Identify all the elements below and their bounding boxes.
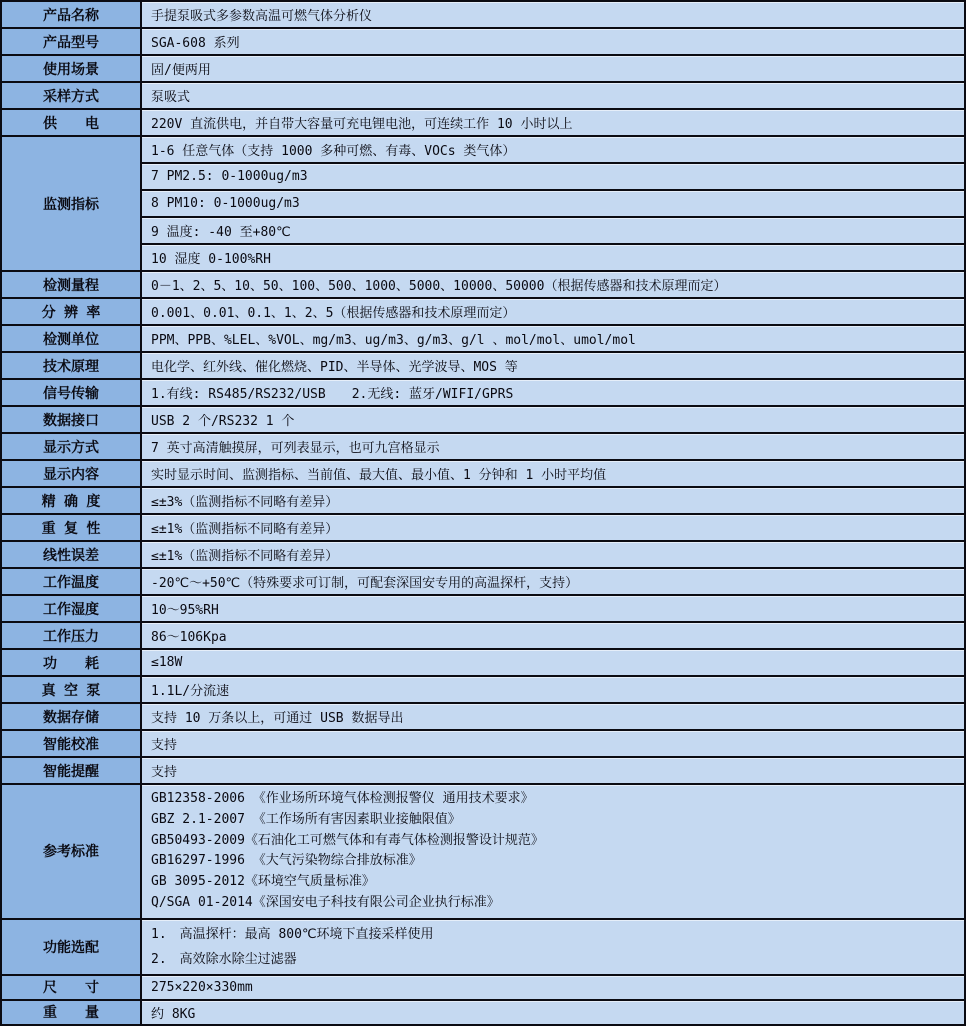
spec-label: 工作温度 [1, 568, 141, 595]
standard-line: GB16297-1996 《大气污染物综合排放标准》 [151, 853, 422, 869]
spec-value: 固/便两用 [141, 55, 965, 82]
row-weight [1, 1000, 965, 1025]
row-resolution [1, 298, 965, 325]
spec-label: 尺 寸 [1, 975, 141, 1000]
spec-value: 支持 10 万条以上，可通过 USB 数据导出 [141, 703, 965, 730]
spec-value: 约 8KG [141, 1000, 965, 1025]
row-accuracy [1, 487, 965, 514]
row-smart-calibration [1, 730, 965, 757]
row-monitoring-indicators-pm10 [1, 190, 965, 217]
row-monitoring-indicators-humidity [1, 244, 965, 271]
standard-line: Q/SGA 01-2014《深国安电子科技有限公司企业执行标准》 [151, 894, 500, 910]
spec-value: 7 英寸高清触摸屏，可列表显示，也可九宫格显示 [141, 433, 965, 460]
row-linearity-error [1, 541, 965, 568]
spec-label: 检测单位 [1, 325, 141, 352]
spec-label: 检测量程 [1, 271, 141, 298]
spec-value: PPM、PPB、%LEL、%VOL、mg/m3、ug/m3、g/m3、g/l 、mol/mol、umol/mol [141, 325, 965, 352]
row-data-storage [1, 703, 965, 730]
row-detection-range [1, 271, 965, 298]
spec-label: 数据接口 [1, 406, 141, 433]
spec-value: 实时显示时间、监测指标、当前值、最大值、最小值、1 分钟和 1 小时平均值 [141, 460, 965, 487]
row-data-interface [1, 406, 965, 433]
spec-value [141, 919, 965, 975]
spec-label: 真 空 泵 [1, 676, 141, 703]
spec-label: 重 量 [1, 1000, 141, 1025]
spec-value: 86～106Kpa [141, 622, 965, 649]
standard-line: GB12358-2006 《作业场所环境气体检测报警仪 通用技术要求》 [151, 791, 534, 806]
spec-value: 7 PM2.5: 0-1000ug/m3 [141, 163, 965, 190]
spec-label: 智能校准 [1, 730, 141, 757]
spec-label: 分 辨 率 [1, 298, 141, 325]
row-power-consumption [1, 649, 965, 676]
spec-value: ≤±1%（监测指标不同略有差异） [141, 514, 965, 541]
spec-label: 工作湿度 [1, 595, 141, 622]
spec-value: 0－1、2、5、10、50、100、500、1000、5000、10000、50000（根据传感器和技术原理而定） [141, 271, 965, 298]
spec-label: 工作压力 [1, 622, 141, 649]
row-technical-principle [1, 352, 965, 379]
row-reference-standards [1, 784, 965, 919]
row-repeatability [1, 514, 965, 541]
spec-label: 显示方式 [1, 433, 141, 460]
spec-value: 支持 [141, 730, 965, 757]
spec-label: 使用场景 [1, 55, 141, 82]
spec-value: 1.有线: RS485/RS232/USB 2.无线: 蓝牙/WIFI/GPRS [141, 379, 965, 406]
spec-label: 重 复 性 [1, 514, 141, 541]
row-sampling-method [1, 82, 965, 109]
row-display-mode [1, 433, 965, 460]
spec-value: 电化学、红外线、催化燃烧、PID、半导体、光学波导、MOS 等 [141, 352, 965, 379]
spec-label: 采样方式 [1, 82, 141, 109]
spec-value: 10～95%RH [141, 595, 965, 622]
row-working-humidity [1, 595, 965, 622]
spec-label: 精 确 度 [1, 487, 141, 514]
spec-value: 10 湿度 0-100%RH [141, 244, 965, 271]
row-usage-scene [1, 55, 965, 82]
row-dimensions [1, 975, 965, 1000]
spec-label: 显示内容 [1, 460, 141, 487]
row-monitoring-indicators-pm25 [1, 163, 965, 190]
spec-value: -20℃～+50℃（特殊要求可订制，可配套深国安专用的高温探杆，支持） [141, 568, 965, 595]
spec-label: 参考标准 [1, 784, 141, 919]
spec-value: 1-6 任意气体（支持 1000 多种可燃、有毒、VOCs 类气体） [141, 136, 965, 163]
spec-value: 9 温度: -40 至+80℃ [141, 217, 965, 244]
row-detection-unit [1, 325, 965, 352]
standard-line: GBZ 2.1-2007 《工作场所有害因素职业接触限值》 [151, 811, 461, 827]
row-smart-reminder [1, 757, 965, 784]
spec-value: 手提泵吸式多参数高温可燃气体分析仪 [141, 1, 965, 28]
spec-value: 支持 [141, 757, 965, 784]
spec-value: 0.001、0.01、0.1、1、2、5（根据传感器和技术原理而定） [141, 298, 965, 325]
spec-label: 智能提醒 [1, 757, 141, 784]
spec-label: 功 耗 [1, 649, 141, 676]
spec-label: 产品名称 [1, 1, 141, 28]
spec-label: 供 电 [1, 109, 141, 136]
row-model [1, 28, 965, 55]
row-product-name [1, 1, 965, 28]
spec-value: 220V 直流供电，并自带大容量可充电锂电池，可连续工作 10 小时以上 [141, 109, 965, 136]
row-power-supply [1, 109, 965, 136]
spec-label: 线性误差 [1, 541, 141, 568]
spec-label: 技术原理 [1, 352, 141, 379]
spec-value: 8 PM10: 0-1000ug/m3 [141, 190, 965, 217]
spec-value [141, 784, 965, 919]
row-vacuum-pump [1, 676, 965, 703]
spec-value: 275×220×330mm [141, 975, 965, 1000]
row-display-content [1, 460, 965, 487]
spec-label: 产品型号 [1, 28, 141, 55]
option-line: 1. 高温探杆：最高 800℃环境下直接采样使用 [151, 926, 434, 942]
spec-value: ≤±3%（监测指标不同略有差异） [141, 487, 965, 514]
row-monitoring-indicators-temperature [1, 217, 965, 244]
spec-label: 监测指标 [1, 136, 141, 271]
spec-label: 信号传输 [1, 379, 141, 406]
spec-value: ≤18W [141, 649, 965, 676]
row-monitoring-indicators [1, 136, 965, 163]
spec-value: ≤±1%（监测指标不同略有差异） [141, 541, 965, 568]
spec-value: 1.1L/分流速 [141, 676, 965, 703]
row-optional-features [1, 919, 965, 975]
spec-label: 数据存储 [1, 703, 141, 730]
option-line: 2. 高效除水除尘过滤器 [151, 951, 297, 967]
row-signal-transmission [1, 379, 965, 406]
row-working-pressure [1, 622, 965, 649]
standard-line: GB50493-2009《石油化工可燃气体和有毒气体检测报警设计规范》 [151, 832, 544, 848]
standard-line: GB 3095-2012《环境空气质量标准》 [151, 874, 375, 890]
spec-value: USB 2 个/RS232 1 个 [141, 406, 965, 433]
spec-value: 泵吸式 [141, 82, 965, 109]
spec-value: SGA-608 系列 [141, 28, 965, 55]
spec-label: 功能选配 [1, 919, 141, 975]
row-working-temperature [1, 568, 965, 595]
